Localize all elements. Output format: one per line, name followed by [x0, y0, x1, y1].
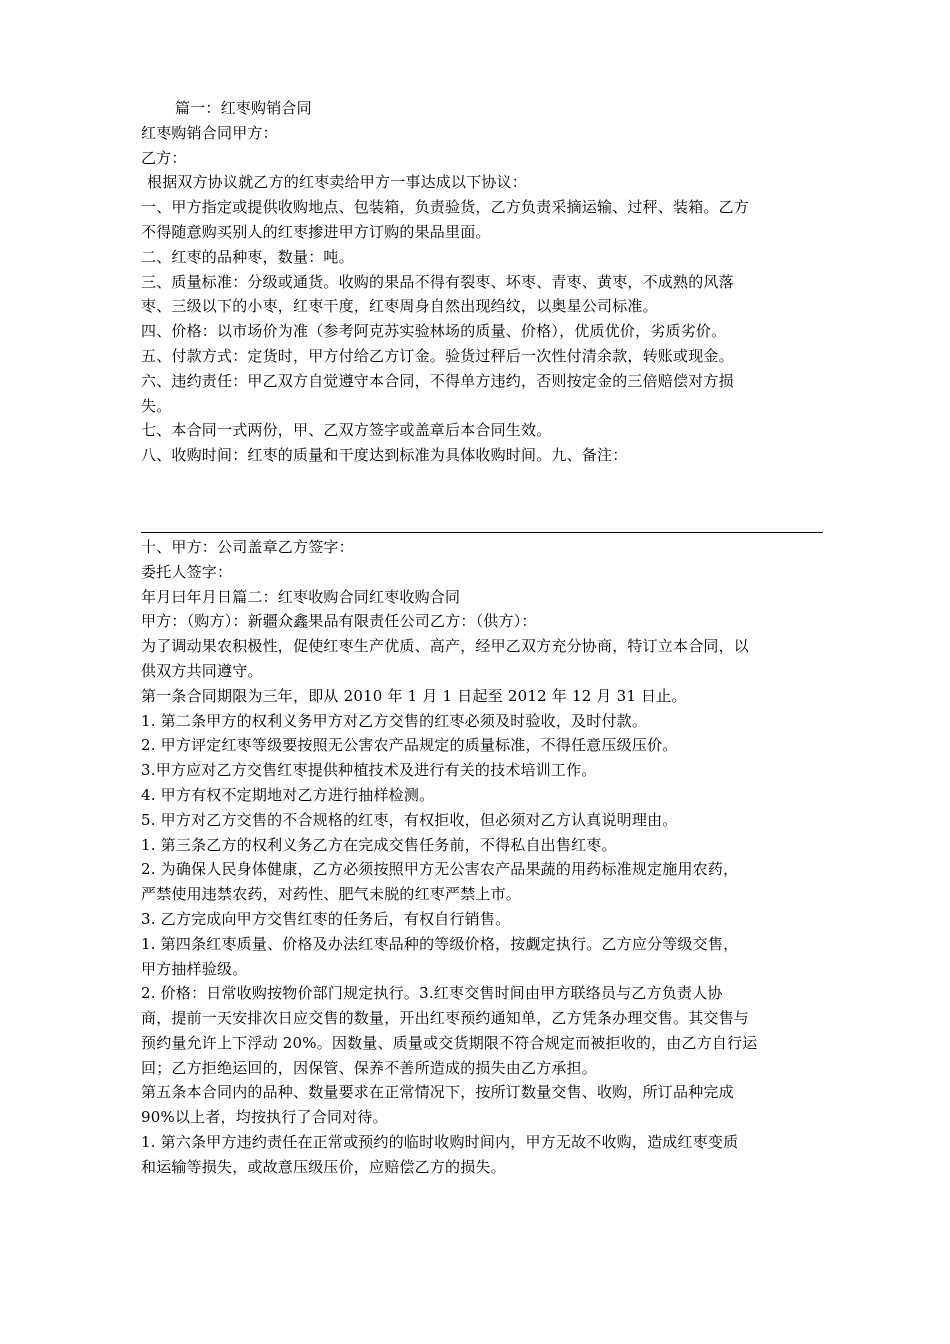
text-line: 八、收购时间：红枣的质量和干度达到标准为具体收购时间。九、备注：: [141, 446, 628, 465]
text-line: 二、红枣的品种枣，数量：吨。: [141, 247, 354, 266]
text-line: 1. 第三条乙方的权利义务乙方在完成交售任务前，不得私自出售红枣。: [141, 835, 617, 854]
text-line: 和运输等损失，或故意压级压价，应赔偿乙方的损失。: [141, 1157, 506, 1176]
text-line: 3.甲方应对乙方交售红枣提供种植技术及进行有关的技术培训工作。: [141, 761, 597, 780]
blank-space: [141, 468, 823, 524]
text-line: 委托人签字：: [141, 562, 233, 581]
text-line: 三、质量标准：分级或通货。收购的果品不得有裂枣、坏枣、青枣、黄枣，不成熟的风落: [141, 272, 734, 291]
text-line: 第五条本合同内的品种、数量要求在正常情况下，按所订数量交售、收购，所订品种完成: [141, 1083, 734, 1102]
text-line: 5. 甲方对乙方交售的不合规格的红枣，有权拒收，但必须对乙方认真说明理由。: [141, 810, 678, 829]
text-line: 七、本合同一式两份，甲、乙双方签字或盖章后本合同生效。: [141, 421, 552, 440]
text-line: 1. 第六条甲方违约责任在正常或预约的临时收购时间内，甲方无故不收购，造成红枣变质: [141, 1133, 739, 1152]
text-line: 4. 甲方有权不定期地对乙方进行抽样检测。: [141, 785, 435, 804]
text-line: 失。: [141, 396, 172, 415]
text-line: 第一条合同期限为三年，即从 2010 年 1 月 1 日起至 2012 年 12 月 31 日止。: [141, 686, 687, 705]
text-line: 2. 甲方评定红枣等级要按照无公害农产品规定的质量标准，不得任意压级压价。: [141, 736, 678, 755]
horizontal-rule: [141, 532, 823, 533]
text-line: 五、付款方式：定货时，甲方付给乙方订金。验货过秤后一次性付清余款，转账或现金。: [141, 346, 734, 365]
text-line: 根据双方协议就乙方的红枣卖给甲方一事达成以下协议：: [147, 173, 528, 192]
contract-one: [141, 96, 823, 468]
text-line: 严禁使用违禁农药，对药性、肥气未脱的红枣严禁上市。: [141, 885, 522, 904]
text-line: 四、价格：以市场价为准（参考阿克苏实验林场的质量、价格），优质优价，劣质劣价。: [141, 322, 727, 341]
text-line: 红枣购销合同甲方：: [141, 123, 278, 142]
text-line: 3. 乙方完成向甲方交售红枣的任务后，有权自行销售。: [141, 909, 511, 928]
text-line: 六、违约责任：甲乙双方自觉遵守本合同，不得单方违约，否则按定金的三倍赔偿对方损: [141, 371, 734, 390]
text-line: 供双方共同遵守。: [141, 661, 263, 680]
text-line: 枣、三级以下的小枣，红枣干度，红枣周身自然出现绉纹，以奥星公司标准。: [141, 297, 658, 316]
section-title: 篇一：红枣购销合同: [175, 99, 312, 117]
contract-two: [141, 535, 823, 1180]
text-line: 乙方：: [141, 148, 187, 167]
text-line: 2. 为确保人民身体健康，乙方必须按照甲方无公害农产品果蔬的用药标准规定施用农药，: [141, 860, 739, 879]
text-line: 90%以上者，均按执行了合同对待。: [141, 1108, 388, 1127]
text-line: 2. 价格：日常收购按物价部门规定执行。3.红枣交售时间由甲方联络员与乙方负责人协: [141, 984, 723, 1003]
text-line: 甲方：（购方）：新疆众鑫果品有限责任公司乙方：（供方）：: [141, 612, 537, 631]
text-line: 1. 第二条甲方的权利义务甲方对乙方交售的红枣必须及时验收，及时付款。: [141, 711, 648, 730]
text-line: 预约量允许上下浮动 20%。因数量、质量或交货期限不符合规定而被拒收的，由乙方自行运: [141, 1033, 758, 1052]
text-line: 不得随意购买别人的红枣掺进甲方订购的果品里面。: [141, 222, 491, 241]
text-line: 1. 第四条红枣质量、价格及办法红枣品种的等级价格，按觑定执行。乙方应分等级交售，: [141, 934, 739, 953]
text-line: 一、甲方指定或提供收购地点、包装箱，负责验货，乙方负责采摘运输、过秤、装箱。乙方: [141, 198, 750, 217]
text-line: 十、甲方：公司盖章乙方签字：: [141, 537, 354, 556]
text-line: 回；乙方拒绝运回的，因保管、保养不善所造成的损失由乙方承担。: [141, 1058, 598, 1077]
text-line: 商，提前一天安排次日应交售的数量，开出红枣预约通知单，乙方凭条办理交售。其交售与: [141, 1009, 750, 1028]
text-line: 年月曰年月日篇二：红枣收购合同红枣收购合同: [141, 587, 461, 606]
text-line: 为了调动果农积极性，促使红枣生产优质、高产，经甲乙双方充分协商，特订立本合同，以: [141, 637, 750, 656]
document-page: [141, 96, 823, 1180]
text-line: 甲方抽样验级。: [141, 959, 248, 978]
